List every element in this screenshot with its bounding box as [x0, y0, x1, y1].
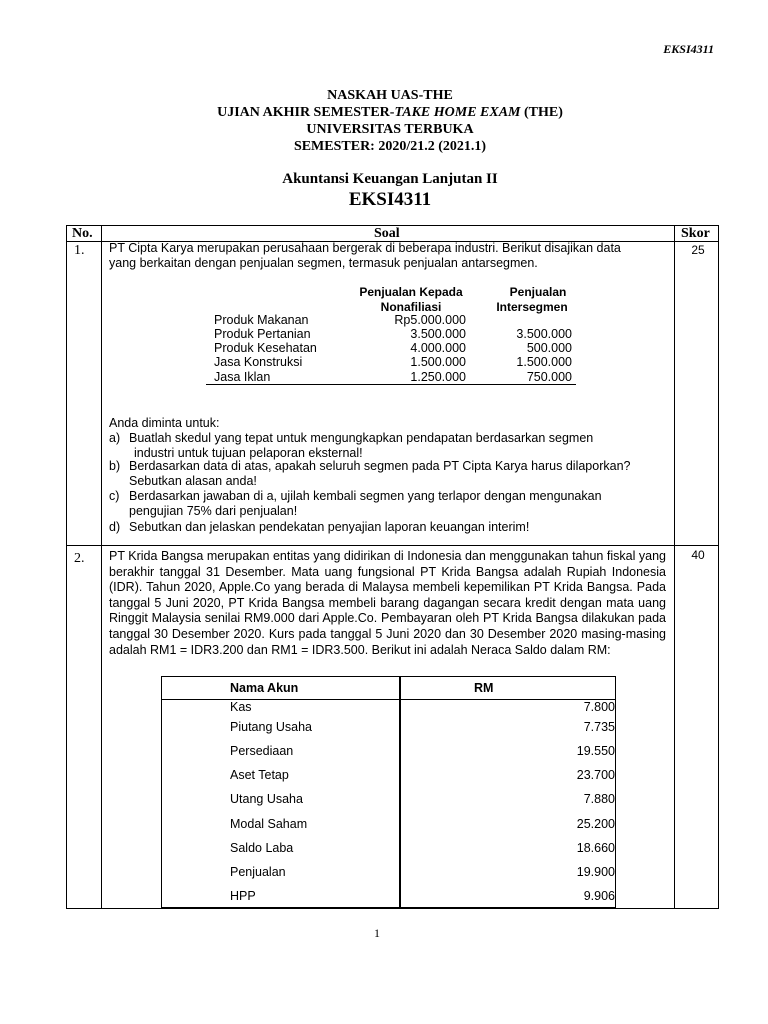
table-row — [162, 768, 617, 788]
segment-intersegmen: 750.000 — [526, 370, 572, 384]
segment-name: Produk Kesehatan — [214, 341, 317, 355]
item-text — [129, 520, 669, 535]
item-text — [129, 459, 669, 489]
account-name: Modal Saham — [230, 817, 308, 831]
header-line-2-em: TAKE HOME EXAM — [394, 105, 521, 120]
item-line-2: industri untuk tujuan pelaporan eksternal! — [134, 446, 363, 460]
segment-name: Jasa Iklan — [214, 370, 271, 384]
q1-col-intersegmen-header — [478, 285, 598, 315]
table-row — [162, 792, 617, 812]
column-header-skor: Skor — [681, 226, 710, 241]
document-code: EKSI4311 — [663, 42, 714, 56]
course-code: EKSI4311 — [348, 189, 432, 210]
header-line-3: UNIVERSITAS TERBUKA — [306, 122, 474, 137]
q1-intro-line-2: yang berkaitan dengan penjualan segmen, termasuk penjualan antarsegmen. — [109, 256, 538, 270]
segment-intersegmen: 1.500.000 — [516, 355, 572, 369]
account-rm: 7.735 — [583, 720, 615, 734]
segment-nonafiliasi: 1.250.000 — [410, 370, 466, 384]
item-line-1: Berdasarkan data di atas, apakah seluruh segmen pada PT Cipta Karya harus dilaporkan? — [129, 459, 631, 473]
table-row — [162, 841, 617, 861]
account-rm: 19.900 — [576, 865, 615, 879]
q1-col2-line-2: Intersegmen — [496, 300, 568, 314]
table-row — [206, 341, 576, 355]
account-rm: 18.660 — [576, 841, 615, 855]
column-header-account: Nama Akun — [230, 681, 299, 695]
header-line-4: SEMESTER: 2020/21.2 (2021.1) — [293, 139, 487, 154]
q2-score: 40 — [691, 548, 705, 562]
q1-score: 25 — [691, 243, 705, 257]
table-row — [162, 700, 617, 720]
header-line-1: NASKAH UAS-THE — [327, 88, 453, 103]
q1-instruction: Anda diminta untuk: — [109, 416, 220, 430]
table-row — [206, 313, 576, 327]
table-row — [162, 744, 617, 764]
q1-col1-line-2: Nonafiliasi — [380, 300, 442, 314]
account-name: Penjualan — [230, 865, 286, 879]
item-line-1: Berdasarkan jawaban di a, ujilah kembali segmen yang terlapor dengan mengunakan — [129, 489, 602, 503]
account-rm: 25.200 — [576, 817, 615, 831]
item-text — [129, 489, 669, 519]
item-line-1: Sebutkan dan jelaskan pendekatan penyajian laporan keuangan interim! — [129, 520, 530, 534]
q1-col1-line-1: Penjualan Kepada — [359, 285, 463, 299]
header-line-2 — [0, 104, 768, 121]
q1-col-nonafiliasi-header — [346, 285, 476, 315]
account-rm: 19.550 — [576, 744, 615, 758]
table-row — [162, 889, 617, 909]
q1-intro — [109, 241, 669, 271]
account-name: Kas — [230, 700, 252, 714]
q1-item-b — [109, 459, 669, 489]
item-label: c) — [109, 489, 120, 503]
table-row — [206, 355, 576, 369]
item-line-1: Buatlah skedul yang tepat untuk mengungkapkan pendapatan berdasarkan segmen — [129, 431, 594, 445]
table-row — [206, 327, 576, 341]
account-rm: 7.800 — [583, 700, 615, 714]
header-line-2-post: (THE) — [520, 105, 563, 120]
account-rm: 23.700 — [576, 768, 615, 782]
q1-col2-line-1: Penjualan — [509, 285, 567, 299]
account-name: Utang Usaha — [230, 792, 303, 806]
table-row — [206, 370, 576, 385]
item-label: d) — [109, 520, 121, 534]
q1-item-d — [109, 520, 669, 536]
segment-name: Produk Pertanian — [214, 327, 311, 341]
column-header-rm: RM — [474, 681, 494, 695]
account-rm: 9.906 — [583, 889, 615, 903]
segment-intersegmen: 500.000 — [526, 341, 572, 355]
q1-item-a — [109, 431, 669, 461]
column-header-no: No. — [72, 226, 93, 241]
q1-item-c — [109, 489, 669, 519]
header-line-2-pre: UJIAN AKHIR SEMESTER- — [217, 105, 395, 120]
table-row — [162, 817, 617, 837]
trial-balance-table — [161, 676, 616, 908]
segment-name: Jasa Konstruksi — [214, 355, 303, 369]
column-header-soal: Soal — [374, 226, 400, 241]
table-row — [162, 720, 617, 740]
account-rm: 7.880 — [583, 792, 615, 806]
q1-intro-line-1: PT Cipta Karya merupakan perusahaan bergerak di beberapa industri. Berikut disajikan data — [109, 241, 621, 255]
item-line-2: pengujian 75% dari penjualan! — [129, 504, 298, 518]
segment-intersegmen: 3.500.000 — [516, 327, 572, 341]
page-number: 1 — [374, 926, 380, 940]
course-title: Akuntansi Keuangan Lanjutan II — [282, 171, 498, 187]
item-label: b) — [109, 459, 121, 473]
segment-nonafiliasi: 3.500.000 — [410, 327, 466, 341]
q2-number: 2. — [74, 551, 85, 566]
q2-text: PT Krida Bangsa merupakan entitas yang didirikan di Indonesia dan menggunakan tahun fiskal yang berakhir tanggal 31 Desember. Mata uang fungsional PT Krida Bangsa adalah Rupiah Indonesia (IDR). Tahun 2020, Apple.Co yang berada di Malaysa membeli kepemilikan PT Krida Bangsa. Pada tanggal 5 Juni 2020, PT Krida Bangsa membeli barang dagangan secara kredit dengan mata uang Ringgit Malaysia senilai RM9.000 dari Apple.Co. Pembayaran oleh PT Krida Bangsa dilakukan pada tanggal 30 Desember 2020. Kurs pada tanggal 5 Juni 2020 dan 30 Desember 2020 masing-masing adalah RM1 = IDR3.200 dan RM1 = IDR3.500. Berikut ini adalah Neraca Saldo dalam RM: — [109, 549, 666, 657]
account-name: HPP — [230, 889, 256, 903]
account-name: Piutang Usaha — [230, 720, 313, 734]
q1-number: 1. — [74, 243, 85, 258]
account-name: Persediaan — [230, 744, 294, 758]
item-label: a) — [109, 431, 121, 445]
item-text — [129, 431, 669, 461]
segment-nonafiliasi: Rp5.000.000 — [394, 313, 466, 327]
item-line-2: Sebutkan alasan anda! — [129, 474, 257, 488]
segment-nonafiliasi: 4.000.000 — [410, 341, 466, 355]
account-name: Saldo Laba — [230, 841, 294, 855]
segment-nonafiliasi: 1.500.000 — [410, 355, 466, 369]
table-row — [162, 865, 617, 885]
segment-name: Produk Makanan — [214, 313, 309, 327]
account-name: Aset Tetap — [230, 768, 289, 782]
